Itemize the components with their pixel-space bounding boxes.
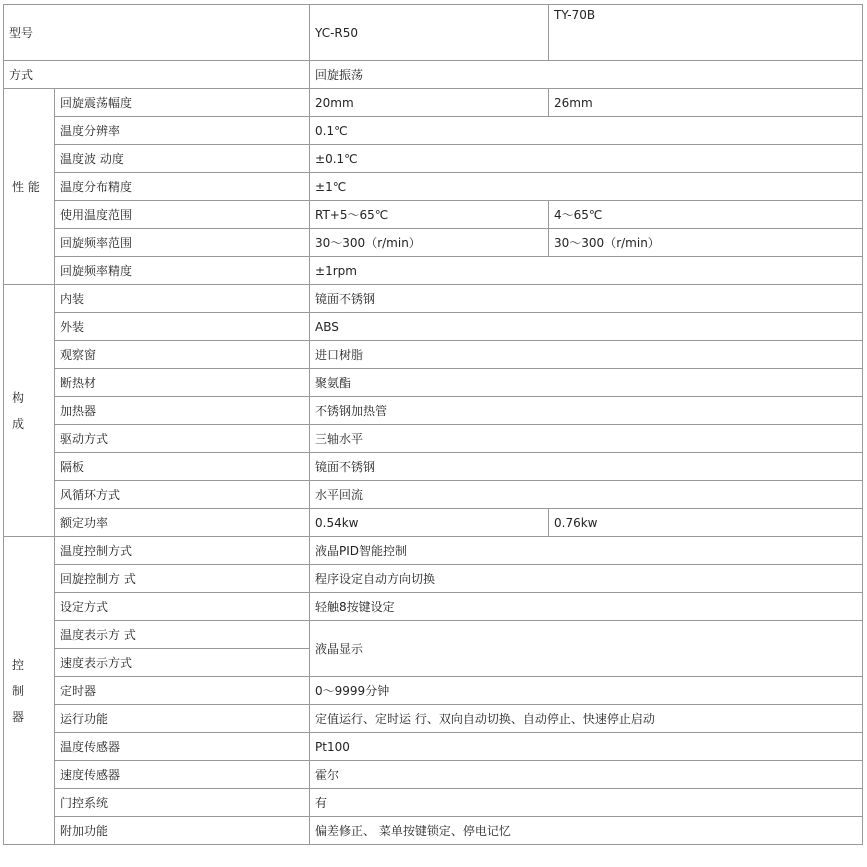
row-label: 观察窗 bbox=[55, 341, 310, 369]
row-value-a: 30～300（r/min） bbox=[310, 229, 549, 257]
row-value: 镜面不锈钢 bbox=[310, 453, 863, 481]
row-label: 定时器 bbox=[55, 677, 310, 705]
mode-row bbox=[4, 61, 863, 89]
row-value: 聚氨酯 bbox=[310, 369, 863, 397]
row-label: 运行功能 bbox=[55, 705, 310, 733]
row-label: 驱动方式 bbox=[55, 425, 310, 453]
row-label: 内装 bbox=[55, 285, 310, 313]
row-label: 使用温度范围 bbox=[55, 201, 310, 229]
row-value: 0.1℃ bbox=[310, 117, 863, 145]
model-a: YC-R50 bbox=[310, 5, 549, 61]
group-controller bbox=[4, 537, 55, 845]
row-value: Pt100 bbox=[310, 733, 863, 761]
row-label: 断热材 bbox=[55, 369, 310, 397]
row-value: 液晶PID智能控制 bbox=[310, 537, 863, 565]
table-row bbox=[4, 565, 863, 593]
mode-label: 方式 bbox=[4, 61, 310, 89]
row-label: 速度表示方式 bbox=[55, 649, 310, 677]
table-row bbox=[4, 453, 863, 481]
row-value: 偏差修正、 菜单按键锁定、停电记忆 bbox=[310, 817, 863, 845]
row-value-a: RT+5～65℃ bbox=[310, 201, 549, 229]
row-value: 镜面不锈钢 bbox=[310, 285, 863, 313]
table-row bbox=[4, 593, 863, 621]
row-value: 不锈钢加热管 bbox=[310, 397, 863, 425]
table-row bbox=[4, 425, 863, 453]
model-row bbox=[4, 5, 863, 61]
group-performance: 性 能 bbox=[4, 89, 55, 285]
group-controller-char: 控 bbox=[12, 657, 25, 672]
table-row bbox=[4, 677, 863, 705]
row-value: 水平回流 bbox=[310, 481, 863, 509]
row-label: 温度控制方式 bbox=[55, 537, 310, 565]
row-value: 有 bbox=[310, 789, 863, 817]
table-row bbox=[4, 89, 863, 117]
table-row bbox=[4, 621, 863, 649]
table-row bbox=[4, 285, 863, 313]
row-label: 温度分辨率 bbox=[55, 117, 310, 145]
row-value-a: 0.54kw bbox=[310, 509, 549, 537]
table-row bbox=[4, 761, 863, 789]
row-value: 液晶显示 bbox=[310, 621, 863, 677]
table-row bbox=[4, 173, 863, 201]
row-value-a: 20mm bbox=[310, 89, 549, 117]
table-row bbox=[4, 789, 863, 817]
table-row bbox=[4, 341, 863, 369]
table-row bbox=[4, 313, 863, 341]
row-value: ABS bbox=[310, 313, 863, 341]
row-label: 速度传感器 bbox=[55, 761, 310, 789]
table-row bbox=[4, 145, 863, 173]
table-row bbox=[4, 509, 863, 537]
mode-value: 回旋振荡 bbox=[310, 61, 863, 89]
row-value: 三轴水平 bbox=[310, 425, 863, 453]
table-row bbox=[4, 705, 863, 733]
row-value: ±1rpm bbox=[310, 257, 863, 285]
row-value-b: 30～300（r/min） bbox=[549, 229, 863, 257]
row-value-b: 26mm bbox=[549, 89, 863, 117]
row-label: 温度表示方 式 bbox=[55, 621, 310, 649]
row-label: 温度分布精度 bbox=[55, 173, 310, 201]
row-value: 程序设定自动方向切换 bbox=[310, 565, 863, 593]
group-controller-char: 器 bbox=[12, 709, 25, 724]
row-value-b: 0.76kw bbox=[549, 509, 863, 537]
row-label: 温度传感器 bbox=[55, 733, 310, 761]
model-b: TY-70B bbox=[549, 5, 863, 61]
row-label: 回旋震荡幅度 bbox=[55, 89, 310, 117]
row-label: 风循环方式 bbox=[55, 481, 310, 509]
table-row bbox=[4, 397, 863, 425]
row-label: 回旋频率范围 bbox=[55, 229, 310, 257]
table-row bbox=[4, 117, 863, 145]
table-row bbox=[4, 229, 863, 257]
row-label: 隔板 bbox=[55, 453, 310, 481]
row-value: 轻触8按键设定 bbox=[310, 593, 863, 621]
row-label: 门控系统 bbox=[55, 789, 310, 817]
row-value-b: 4～65℃ bbox=[549, 201, 863, 229]
table-row bbox=[4, 369, 863, 397]
spec-table-wrapper bbox=[3, 4, 863, 845]
group-controller-char: 制 bbox=[12, 683, 25, 698]
row-label: 外装 bbox=[55, 313, 310, 341]
row-label: 回旋频率精度 bbox=[55, 257, 310, 285]
row-value: ±1℃ bbox=[310, 173, 863, 201]
group-construction bbox=[4, 285, 55, 537]
row-value: 0～9999分钟 bbox=[310, 677, 863, 705]
table-row bbox=[4, 537, 863, 565]
table-row bbox=[4, 201, 863, 229]
row-label: 附加功能 bbox=[55, 817, 310, 845]
row-label: 温度波 动度 bbox=[55, 145, 310, 173]
group-construction-char: 成 bbox=[12, 416, 25, 431]
row-value: ±0.1℃ bbox=[310, 145, 863, 173]
row-label: 回旋控制方 式 bbox=[55, 565, 310, 593]
group-construction-char: 构 bbox=[12, 390, 25, 405]
table-row bbox=[4, 817, 863, 845]
row-label: 设定方式 bbox=[55, 593, 310, 621]
table-row bbox=[4, 257, 863, 285]
spec-table bbox=[3, 4, 863, 845]
row-value: 进口树脂 bbox=[310, 341, 863, 369]
model-label: 型号 bbox=[4, 5, 310, 61]
row-label: 加热器 bbox=[55, 397, 310, 425]
table-row bbox=[4, 481, 863, 509]
table-row bbox=[4, 733, 863, 761]
row-value: 定值运行、定时运 行、双向自动切换、自动停止、快速停止启动 bbox=[310, 705, 863, 733]
row-label: 额定功率 bbox=[55, 509, 310, 537]
row-value: 霍尔 bbox=[310, 761, 863, 789]
